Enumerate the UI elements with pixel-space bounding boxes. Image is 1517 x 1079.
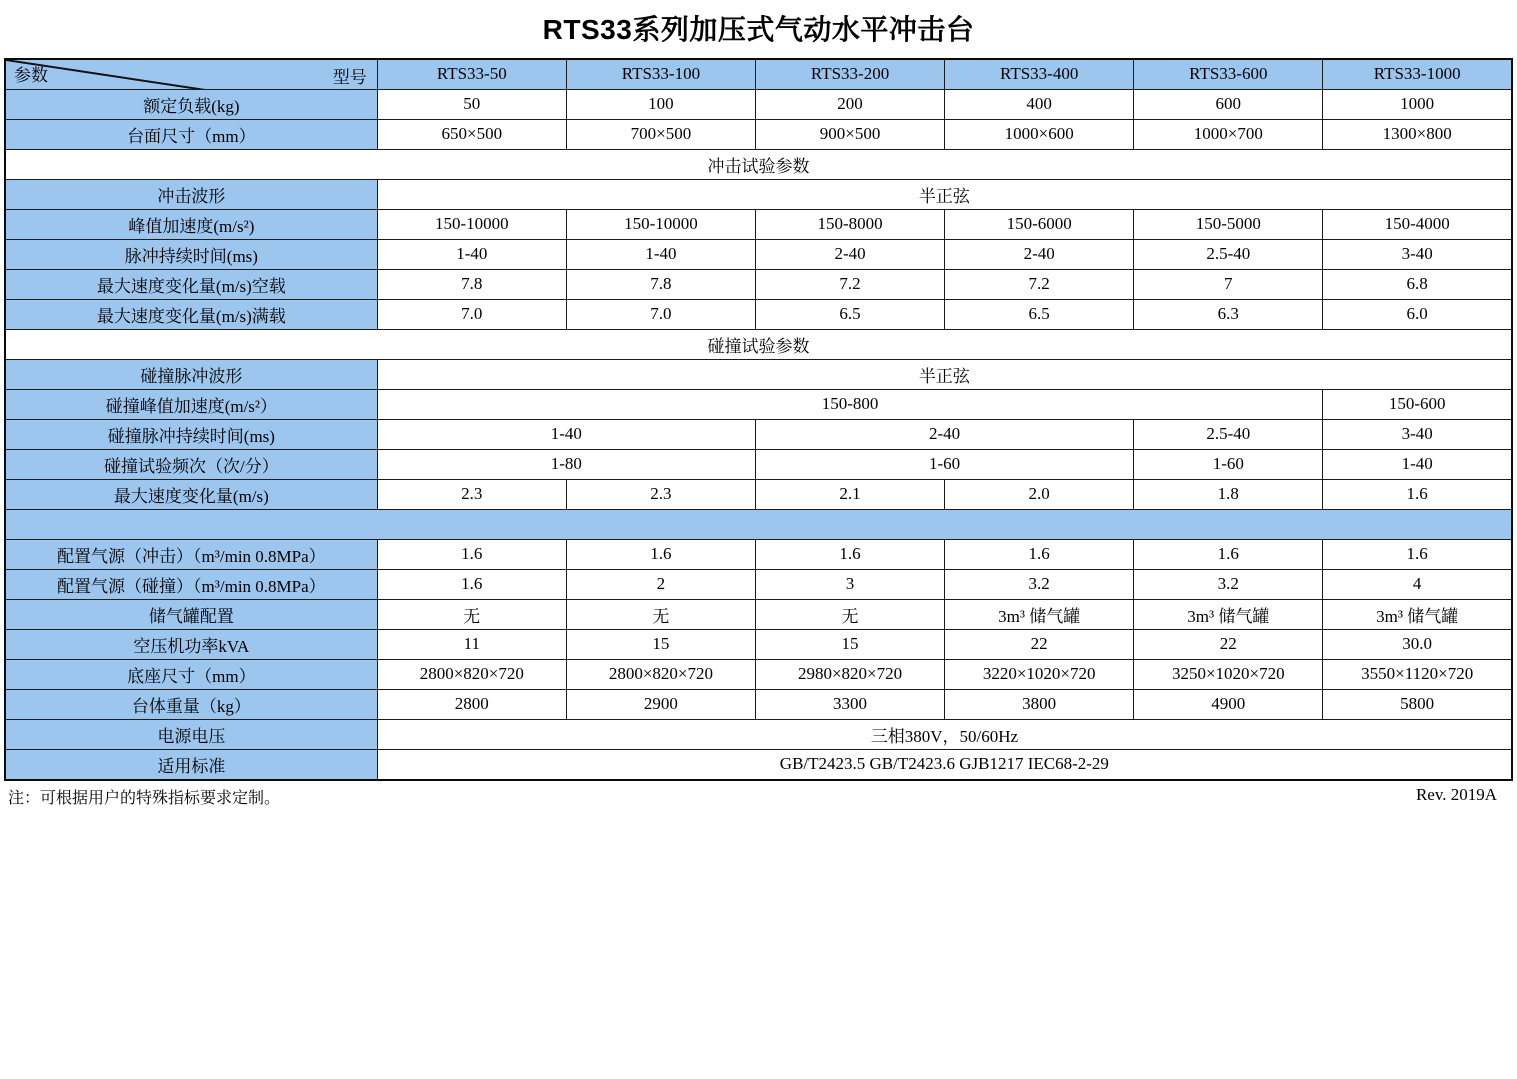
cell-table-size-4: 1000×600 bbox=[945, 119, 1134, 149]
row-label-tank: 储气罐配置 bbox=[5, 599, 377, 629]
row-label-rated-load: 额定负载(kg) bbox=[5, 89, 377, 119]
table-row bbox=[5, 479, 1512, 509]
cell-collision-dv-1: 2.3 bbox=[377, 479, 566, 509]
table-row bbox=[5, 179, 1512, 209]
table-row bbox=[5, 599, 1512, 629]
cell-tank-3: 无 bbox=[755, 599, 944, 629]
cell-pulse-duration-1: 1-40 bbox=[377, 239, 566, 269]
cell-collision-wave: 半正弦 bbox=[377, 359, 1512, 389]
cell-air-collision-2: 2 bbox=[566, 569, 755, 599]
row-label-collision-peak: 碰撞峰值加速度(m/s²） bbox=[5, 389, 377, 419]
row-label-weight: 台体重量（kg） bbox=[5, 689, 377, 719]
corner-model-label: 型号 bbox=[332, 68, 367, 87]
cell-air-collision-1: 1.6 bbox=[377, 569, 566, 599]
cell-tank-1: 无 bbox=[377, 599, 566, 629]
table-row bbox=[5, 749, 1512, 780]
cell-dv-full-5: 6.3 bbox=[1134, 299, 1323, 329]
table-row bbox=[5, 89, 1512, 119]
cell-rated-load-3: 200 bbox=[755, 89, 944, 119]
cell-collision-peak-main: 150-800 bbox=[377, 389, 1323, 419]
cell-dv-empty-6: 6.8 bbox=[1323, 269, 1512, 299]
cell-pulse-duration-3: 2-40 bbox=[755, 239, 944, 269]
cell-weight-3: 3300 bbox=[755, 689, 944, 719]
cell-dv-full-6: 6.0 bbox=[1323, 299, 1512, 329]
table-row bbox=[5, 359, 1512, 389]
cell-collision-dv-4: 2.0 bbox=[945, 479, 1134, 509]
table-row bbox=[5, 419, 1512, 449]
cell-air-collision-6: 4 bbox=[1323, 569, 1512, 599]
cell-weight-1: 2800 bbox=[377, 689, 566, 719]
table-row bbox=[5, 239, 1512, 269]
row-label-dv-empty: 最大速度变化量(m/s)空载 bbox=[5, 269, 377, 299]
row-label-pulse-duration: 脉冲持续时间(ms) bbox=[5, 239, 377, 269]
row-label-collision-freq: 碰撞试验频次（次/分） bbox=[5, 449, 377, 479]
table-row bbox=[5, 449, 1512, 479]
cell-base-size-3: 2980×820×720 bbox=[755, 659, 944, 689]
cell-air-shock-5: 1.6 bbox=[1134, 539, 1323, 569]
cell-base-size-5: 3250×1020×720 bbox=[1134, 659, 1323, 689]
page-title: RTS33系列加压式气动水平冲击台 bbox=[542, 14, 975, 45]
cell-collision-duration-2: 2-40 bbox=[755, 419, 1133, 449]
cell-air-collision-3: 3 bbox=[755, 569, 944, 599]
row-label-air-shock: 配置气源（冲击）（m³/min 0.8MPa） bbox=[5, 539, 377, 569]
cell-table-size-3: 900×500 bbox=[755, 119, 944, 149]
model-header-1: RTS33-50 bbox=[377, 59, 566, 89]
cell-power: 三相380V，50/60Hz bbox=[377, 719, 1512, 749]
table-row bbox=[5, 299, 1512, 329]
cell-collision-freq-2: 1-60 bbox=[755, 449, 1133, 479]
cell-air-collision-5: 3.2 bbox=[1134, 569, 1323, 599]
cell-base-size-6: 3550×1120×720 bbox=[1323, 659, 1512, 689]
cell-pulse-duration-6: 3-40 bbox=[1323, 239, 1512, 269]
cell-dv-empty-2: 7.8 bbox=[566, 269, 755, 299]
specification-table bbox=[4, 58, 1513, 781]
model-header-3: RTS33-200 bbox=[755, 59, 944, 89]
table-row bbox=[5, 539, 1512, 569]
cell-rated-load-1: 50 bbox=[377, 89, 566, 119]
table-row bbox=[5, 569, 1512, 599]
cell-table-size-6: 1300×800 bbox=[1323, 119, 1512, 149]
cell-compressor-5: 22 bbox=[1134, 629, 1323, 659]
cell-compressor-3: 15 bbox=[755, 629, 944, 659]
cell-base-size-1: 2800×820×720 bbox=[377, 659, 566, 689]
table-spacer-row bbox=[5, 509, 1512, 539]
table-row bbox=[5, 719, 1512, 749]
cell-table-size-5: 1000×700 bbox=[1134, 119, 1323, 149]
table-section-row bbox=[5, 149, 1512, 179]
corner-param-label: 参数 bbox=[14, 65, 48, 85]
row-label-standards: 适用标准 bbox=[5, 749, 377, 780]
spacer-band bbox=[5, 509, 1512, 539]
cell-collision-freq-1: 1-80 bbox=[377, 449, 755, 479]
table-row bbox=[5, 269, 1512, 299]
cell-tank-5: 3m³ 储气罐 bbox=[1134, 599, 1323, 629]
table-header-row bbox=[5, 59, 1512, 89]
row-label-collision-wave: 碰撞脉冲波形 bbox=[5, 359, 377, 389]
cell-peak-accel-3: 150-8000 bbox=[755, 209, 944, 239]
cell-compressor-6: 30.0 bbox=[1323, 629, 1512, 659]
cell-base-size-4: 3220×1020×720 bbox=[945, 659, 1134, 689]
cell-rated-load-2: 100 bbox=[566, 89, 755, 119]
cell-peak-accel-5: 150-5000 bbox=[1134, 209, 1323, 239]
cell-collision-dv-6: 1.6 bbox=[1323, 479, 1512, 509]
row-label-compressor: 空压机功率kVA bbox=[5, 629, 377, 659]
cell-dv-empty-1: 7.8 bbox=[377, 269, 566, 299]
cell-rated-load-5: 600 bbox=[1134, 89, 1323, 119]
cell-dv-full-3: 6.5 bbox=[755, 299, 944, 329]
cell-dv-full-2: 7.0 bbox=[566, 299, 755, 329]
cell-shock-wave: 半正弦 bbox=[377, 179, 1512, 209]
cell-collision-freq-3: 1-60 bbox=[1134, 449, 1323, 479]
cell-table-size-1: 650×500 bbox=[377, 119, 566, 149]
row-label-power: 电源电压 bbox=[5, 719, 377, 749]
cell-weight-5: 4900 bbox=[1134, 689, 1323, 719]
table-row bbox=[5, 209, 1512, 239]
model-header-2: RTS33-100 bbox=[566, 59, 755, 89]
cell-peak-accel-1: 150-10000 bbox=[377, 209, 566, 239]
section-header-collision: 碰撞试验参数 bbox=[5, 329, 1512, 359]
cell-dv-empty-5: 7 bbox=[1134, 269, 1323, 299]
cell-pulse-duration-4: 2-40 bbox=[945, 239, 1134, 269]
cell-peak-accel-4: 150-6000 bbox=[945, 209, 1134, 239]
section-header-shock: 冲击试验参数 bbox=[5, 149, 1512, 179]
cell-dv-empty-3: 7.2 bbox=[755, 269, 944, 299]
table-section-row bbox=[5, 329, 1512, 359]
cell-air-shock-4: 1.6 bbox=[945, 539, 1134, 569]
corner-header-cell bbox=[5, 59, 377, 89]
footer-revision: Rev. 2019A bbox=[1415, 784, 1497, 804]
table-row bbox=[5, 629, 1512, 659]
table-row bbox=[5, 389, 1512, 419]
row-label-collision-duration: 碰撞脉冲持续时间(ms) bbox=[5, 419, 377, 449]
row-label-collision-dv: 最大速度变化量(m/s) bbox=[5, 479, 377, 509]
cell-weight-2: 2900 bbox=[566, 689, 755, 719]
row-label-air-collision: 配置气源（碰撞）（m³/min 0.8MPa） bbox=[5, 569, 377, 599]
row-label-shock-wave: 冲击波形 bbox=[5, 179, 377, 209]
cell-tank-2: 无 bbox=[566, 599, 755, 629]
cell-tank-4: 3m³ 储气罐 bbox=[945, 599, 1134, 629]
cell-compressor-2: 15 bbox=[566, 629, 755, 659]
cell-weight-4: 3800 bbox=[945, 689, 1134, 719]
cell-collision-duration-3: 2.5-40 bbox=[1134, 419, 1323, 449]
cell-air-shock-2: 1.6 bbox=[566, 539, 755, 569]
cell-air-shock-3: 1.6 bbox=[755, 539, 944, 569]
cell-dv-full-4: 6.5 bbox=[945, 299, 1134, 329]
cell-collision-peak-last: 150-600 bbox=[1323, 389, 1512, 419]
diagonal-divider-icon bbox=[6, 60, 377, 89]
cell-air-shock-1: 1.6 bbox=[377, 539, 566, 569]
table-row bbox=[5, 119, 1512, 149]
cell-tank-6: 3m³ 储气罐 bbox=[1323, 599, 1512, 629]
row-label-table-size: 台面尺寸（mm） bbox=[5, 119, 377, 149]
cell-collision-duration-1: 1-40 bbox=[377, 419, 755, 449]
cell-collision-dv-2: 2.3 bbox=[566, 479, 755, 509]
table-row bbox=[5, 689, 1512, 719]
cell-compressor-4: 22 bbox=[945, 629, 1134, 659]
footer bbox=[6, 785, 1511, 811]
cell-peak-accel-2: 150-10000 bbox=[566, 209, 755, 239]
cell-table-size-2: 700×500 bbox=[566, 119, 755, 149]
cell-rated-load-6: 1000 bbox=[1323, 89, 1512, 119]
cell-air-collision-4: 3.2 bbox=[945, 569, 1134, 599]
cell-standards: GB/T2423.5 GB/T2423.6 GJB1217 IEC68-2-29 bbox=[377, 749, 1512, 780]
cell-compressor-1: 11 bbox=[377, 629, 566, 659]
cell-weight-6: 5800 bbox=[1323, 689, 1512, 719]
cell-collision-dv-5: 1.8 bbox=[1134, 479, 1323, 509]
cell-peak-accel-6: 150-4000 bbox=[1323, 209, 1512, 239]
table-row bbox=[5, 659, 1512, 689]
cell-pulse-duration-5: 2.5-40 bbox=[1134, 239, 1323, 269]
cell-rated-load-4: 400 bbox=[945, 89, 1134, 119]
footer-note: 注：可根据用户的特殊指标要求定制。 bbox=[8, 789, 281, 807]
cell-air-shock-6: 1.6 bbox=[1323, 539, 1512, 569]
cell-dv-empty-4: 7.2 bbox=[945, 269, 1134, 299]
cell-base-size-2: 2800×820×720 bbox=[566, 659, 755, 689]
cell-collision-duration-4: 3-40 bbox=[1323, 419, 1512, 449]
row-label-base-size: 底座尺寸（mm） bbox=[5, 659, 377, 689]
cell-dv-full-1: 7.0 bbox=[377, 299, 566, 329]
cell-collision-freq-4: 1-40 bbox=[1323, 449, 1512, 479]
model-header-6: RTS33-1000 bbox=[1323, 59, 1512, 89]
row-label-dv-full: 最大速度变化量(m/s)满载 bbox=[5, 299, 377, 329]
model-header-5: RTS33-600 bbox=[1134, 59, 1323, 89]
cell-pulse-duration-2: 1-40 bbox=[566, 239, 755, 269]
cell-collision-dv-3: 2.1 bbox=[755, 479, 944, 509]
model-header-4: RTS33-400 bbox=[945, 59, 1134, 89]
row-label-peak-accel: 峰值加速度(m/s²) bbox=[5, 209, 377, 239]
